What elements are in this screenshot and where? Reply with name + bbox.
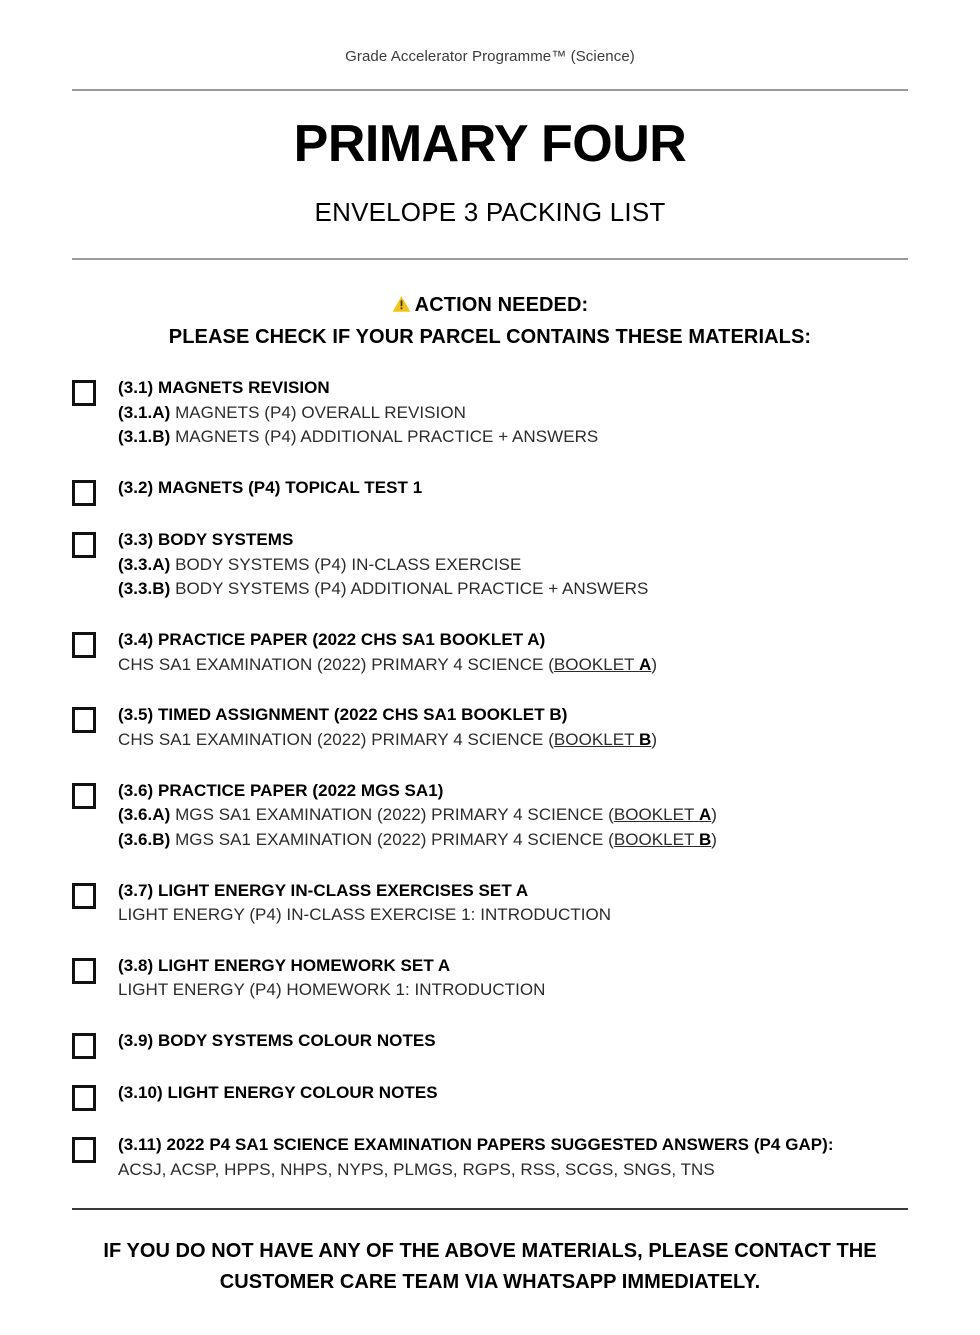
checkbox-3.9[interactable] (72, 1033, 96, 1059)
checklist-item-title: (3.5) TIMED ASSIGNMENT (2022 CHS SA1 BOOKLET B) (118, 705, 568, 725)
subline-code: (3.3.A) (118, 554, 171, 574)
checklist-item-3.7 (72, 879, 908, 928)
checklist-item-body (118, 1133, 908, 1182)
checklist-item-title: (3.6) PRACTICE PAPER (2022 MGS SA1) (118, 780, 444, 800)
action-needed-banner (72, 290, 908, 352)
checklist-item-subline: CHS SA1 EXAMINATION (2022) PRIMARY 4 SCIENCE (BOOKLET B) (118, 729, 658, 749)
page-title: PRIMARY FOUR (293, 115, 687, 173)
checklist-item-title: (3.1) MAGNETS REVISION (118, 378, 330, 398)
checklist-item-body (118, 1029, 908, 1054)
footer-notice (72, 1236, 908, 1298)
checklist-item-title: (3.10) LIGHT ENERGY COLOUR NOTES (118, 1083, 438, 1103)
checklist-item-3.8 (72, 954, 908, 1003)
checkbox-3.6[interactable] (72, 783, 96, 809)
checklist-item-body (118, 1081, 908, 1106)
checkbox-3.8[interactable] (72, 958, 96, 984)
booklet-letter: B (698, 829, 712, 849)
booklet-label: BOOKLET A (553, 654, 652, 674)
checklist-item-subline: CHS SA1 EXAMINATION (2022) PRIMARY 4 SCIENCE (BOOKLET A) (118, 654, 658, 674)
checklist-item-body (118, 476, 908, 501)
checklist-item-subline: (3.3.A) BODY SYSTEMS (P4) IN-CLASS EXERCISE (118, 554, 522, 574)
checklist-item-subline: ACSJ, ACSP, HPPS, NHPS, NYPS, PLMGS, RGPS, RSS, SCGS, SNGS, TNS (118, 1159, 715, 1179)
checklist-item-title: (3.4) PRACTICE PAPER (2022 CHS SA1 BOOKLET A) (118, 630, 546, 650)
checklist-item-body (118, 879, 908, 928)
checklist-item-3.10 (72, 1081, 908, 1111)
checkbox-3.7[interactable] (72, 883, 96, 909)
checklist-item-title: (3.2) MAGNETS (P4) TOPICAL TEST 1 (118, 478, 423, 498)
checklist-item-body (118, 528, 908, 602)
footer-divider (72, 1208, 908, 1210)
subline-code: (3.6.A) (118, 805, 171, 825)
checklist-item-3.9 (72, 1029, 908, 1059)
checkbox-3.11[interactable] (72, 1137, 96, 1163)
checklist-item-body (118, 779, 908, 853)
checklist-item-title: (3.11) 2022 P4 SA1 SCIENCE EXAMINATION PAPERS SUGGESTED ANSWERS (P4 GAP): (118, 1135, 834, 1155)
subline-code: (3.1.B) (118, 427, 171, 447)
action-needed-line (72, 290, 908, 322)
footer-line-2: CUSTOMER CARE TEAM VIA WHATSAPP IMMEDIATELY. (219, 1271, 761, 1294)
footer-line-1: IF YOU DO NOT HAVE ANY OF THE ABOVE MATERIALS, PLEASE CONTACT THE (103, 1240, 877, 1263)
checklist-item-subline: LIGHT ENERGY (P4) IN-CLASS EXERCISE 1: INTRODUCTION (118, 905, 612, 925)
booklet-letter: A (639, 654, 652, 674)
booklet-label: BOOKLET B (613, 829, 712, 849)
checklist-item-body (118, 954, 908, 1003)
booklet-letter: A (698, 805, 712, 825)
action-instruction-line: PLEASE CHECK IF YOUR PARCEL CONTAINS THESE MATERIALS: (168, 326, 812, 349)
subline-code: (3.3.B) (118, 579, 171, 599)
programme-brand-line: Grade Accelerator Programme™ (Science) (345, 48, 635, 65)
booklet-label: BOOKLET B (553, 729, 652, 749)
checklist-item-3.6 (72, 779, 908, 853)
checklist-item-subline: (3.1.A) MAGNETS (P4) OVERALL REVISION (118, 402, 466, 422)
checklist-item-title: (3.7) LIGHT ENERGY IN-CLASS EXERCISES SET A (118, 880, 529, 900)
page-subtitle: ENVELOPE 3 PACKING LIST (314, 196, 666, 227)
checklist-item-title: (3.3) BODY SYSTEMS (118, 530, 294, 550)
checklist-item-3.4 (72, 628, 908, 677)
checklist-item-title: (3.8) LIGHT ENERGY HOMEWORK SET A (118, 955, 451, 975)
checklist-item-title: (3.9) BODY SYSTEMS COLOUR NOTES (118, 1031, 436, 1051)
checklist-item-body (118, 628, 908, 677)
checkbox-3.4[interactable] (72, 632, 96, 658)
checkbox-3.5[interactable] (72, 707, 96, 733)
checklist-item-3.3 (72, 528, 908, 602)
header-divider-bottom (72, 258, 908, 260)
checklist-item-subline: (3.6.A) MGS SA1 EXAMINATION (2022) PRIMARY 4 SCIENCE (BOOKLET A) (118, 805, 718, 825)
checklist-item-body (118, 703, 908, 752)
checklist-item-3.2 (72, 476, 908, 506)
header-divider-top (72, 89, 908, 91)
subline-code: (3.6.B) (118, 829, 171, 849)
checklist-item-3.1 (72, 376, 908, 450)
checklist-item-body (118, 376, 908, 450)
checklist-item-3.11 (72, 1133, 908, 1182)
checkbox-3.2[interactable] (72, 480, 96, 506)
checklist-item-subline: (3.1.B) MAGNETS (P4) ADDITIONAL PRACTICE + ANSWERS (118, 427, 599, 447)
warning-triangle-icon (392, 292, 411, 322)
checklist-item-3.5 (72, 703, 908, 752)
materials-checklist (72, 376, 908, 1182)
action-needed-text: ACTION NEEDED: (414, 294, 589, 317)
checklist-item-subline: LIGHT ENERGY (P4) HOMEWORK 1: INTRODUCTION (118, 980, 546, 1000)
checklist-item-subline: (3.6.B) MGS SA1 EXAMINATION (2022) PRIMARY 4 SCIENCE (BOOKLET B) (118, 829, 718, 849)
booklet-letter: B (639, 729, 652, 749)
checklist-item-subline: (3.3.B) BODY SYSTEMS (P4) ADDITIONAL PRACTICE + ANSWERS (118, 579, 649, 599)
booklet-label: BOOKLET A (613, 805, 712, 825)
subline-code: (3.1.A) (118, 402, 171, 422)
checkbox-3.10[interactable] (72, 1085, 96, 1111)
checkbox-3.1[interactable] (72, 380, 96, 406)
checkbox-3.3[interactable] (72, 532, 96, 558)
